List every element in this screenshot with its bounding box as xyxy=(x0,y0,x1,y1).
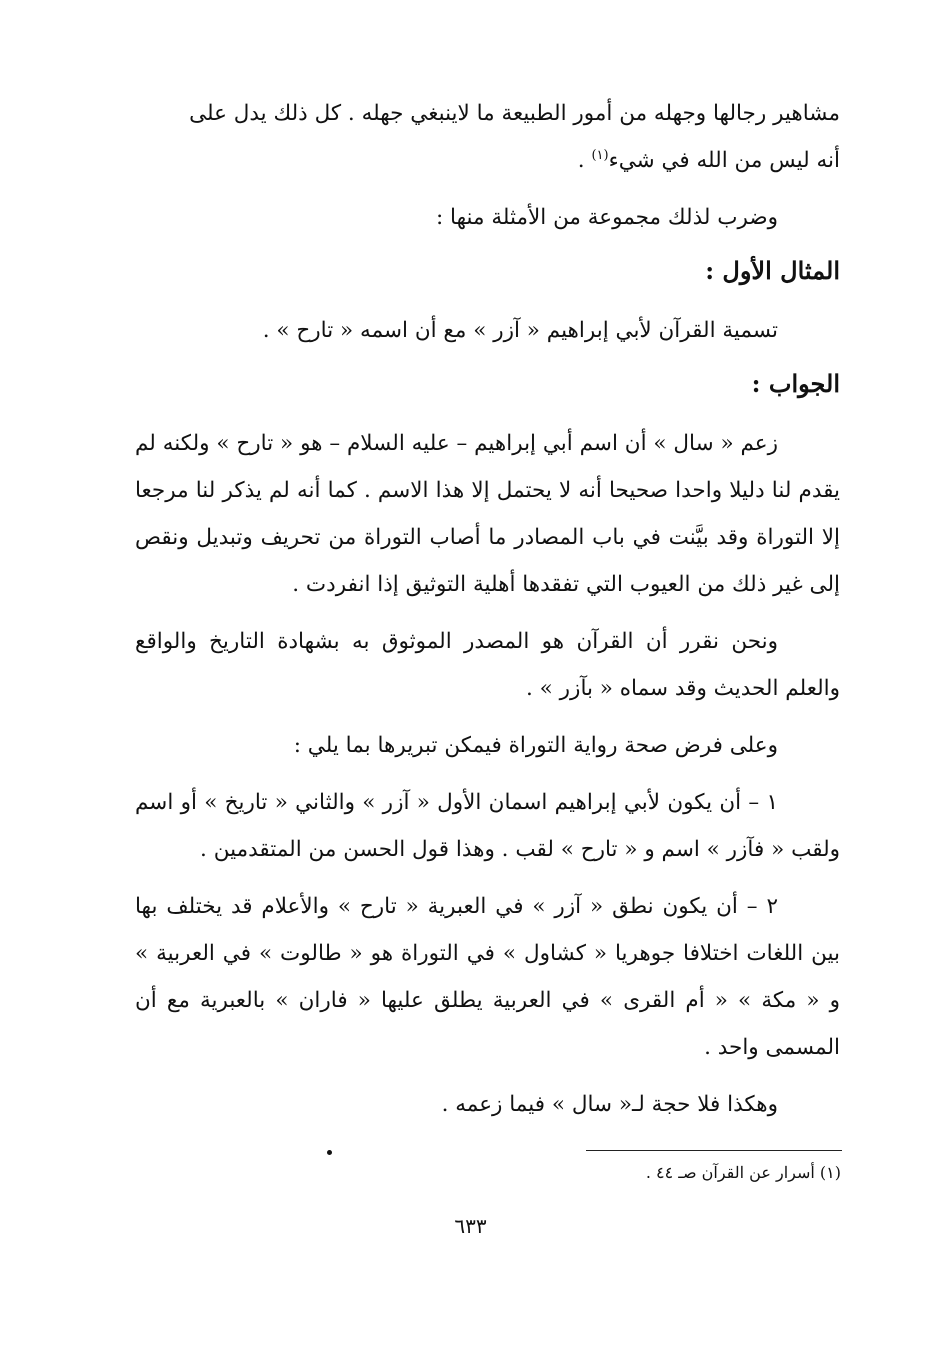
page-number: ٦٣٣ xyxy=(454,1214,487,1238)
footnote-marker[interactable]: (١) xyxy=(591,147,609,163)
paragraph-6: وهكذا فلا حجة لـ« سال » فيما زعمه . xyxy=(441,1092,778,1117)
intro-line-2-end: . xyxy=(577,148,592,173)
intro-line-2-text: أنه ليس من الله في شيء xyxy=(608,148,840,173)
footnote-divider xyxy=(586,1150,842,1151)
paragraph-2: ونحن نقرر أن القرآن هو المصدر الموثوق به بشهادة التاريخ والواقع والعلم الحديث وقد سماه « بآزر » . xyxy=(135,629,840,701)
ink-dot xyxy=(327,1150,332,1155)
example-1-text: تسمية القرآن لأبي إبراهيم « آزر » مع أن اسمه « تارح » . xyxy=(262,318,778,343)
example-1-heading: المثال الأول : xyxy=(705,256,840,285)
paragraph-4: ١ – أن يكون لأبي إبراهيم اسمان الأول « آزر » والثاني « تاريخ » أو اسم ولقب « فآزر » اسم و « تارح » لقب . وهذا قول الحسن من المتقدمين . xyxy=(135,790,840,862)
answer-heading: الجواب : xyxy=(751,369,840,398)
intro-line-1: مشاهير رجالها وجهله من أمور الطبيعة ما لاينبغي جهله . كل ذلك يدل على xyxy=(189,101,840,126)
paragraph-1: زعم « سال » أن اسم أبي إبراهيم – عليه السلام – هو « تارح » ولكنه لم يقدم لنا دليلا واحدا صحيحا أنه لا يحتمل إلا هذا الاسم . كما أنه لم يذكر لنا مرجعا إلا التوراة وقد بيَّنت في باب المصادر ما أصاب التوراة من تحريف وتبديل ونقص إلى غير ذلك من العيوب التي تفقدها أهلية التوثيق إذا انفردت . xyxy=(135,431,840,597)
examples-intro: وضرب لذلك مجموعة من الأمثلة منها : xyxy=(435,205,778,230)
paragraph-5: ٢ – أن يكون نطق « آزر » في العبرية « تارح » والأعلام قد يختلف بها بين اللغات اختلافا جوهريا « كشاول » في التوراة هو « طالوت » في العربية » و « مكة » « أم القرى » في العربية يطلق عليها « فاران » بالعبرية مع أن المسمى واحد . xyxy=(135,894,840,1060)
footnote-text: (١) أسرار عن القرآن صـ ٤٤ . xyxy=(645,1163,841,1182)
page-body xyxy=(135,90,840,1128)
paragraph-3: وعلى فرض صحة رواية التوراة فيمكن تبريرها بما يلي : xyxy=(293,733,778,758)
intro-line-2 xyxy=(135,137,840,184)
